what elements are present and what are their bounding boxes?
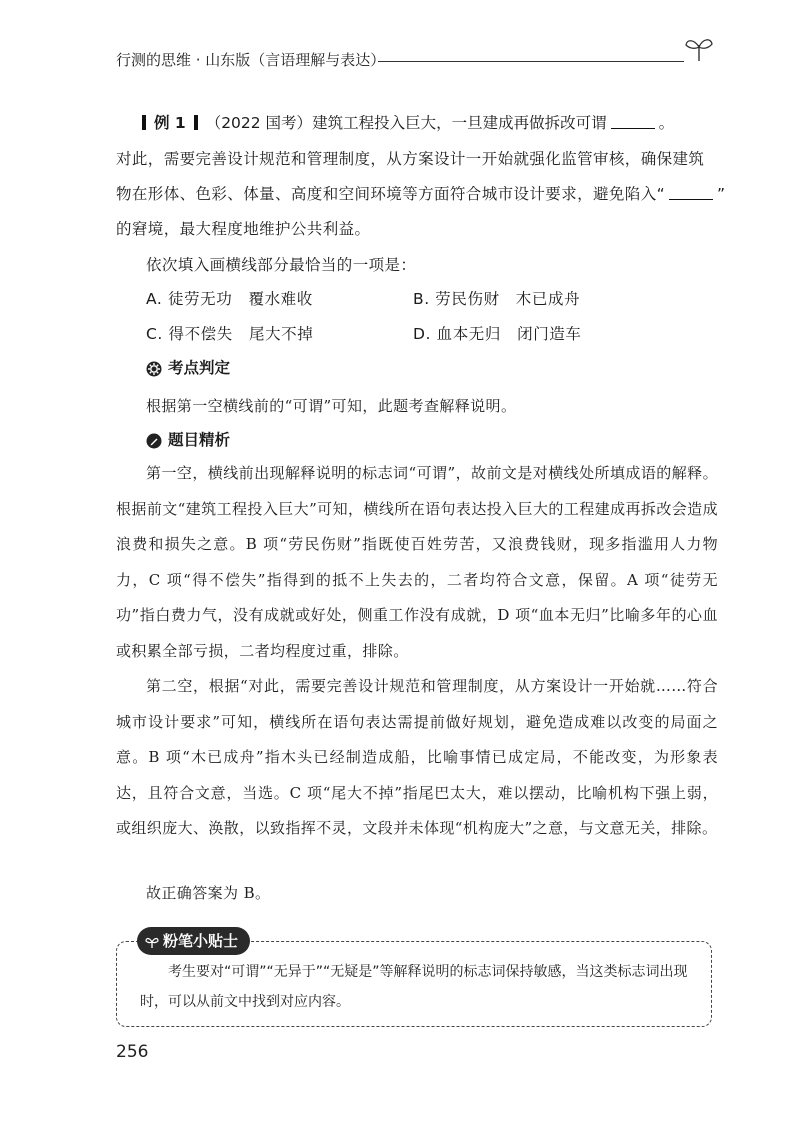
example-stem-line-3: [116, 177, 726, 213]
question-prompt: 依次填入画横线部分最恰当的一项是：: [146, 256, 417, 274]
page-number: 256: [116, 1042, 149, 1062]
point-text: 根据第一空横线前的“可谓”可知，此题考查解释说明。: [146, 397, 517, 415]
section-point-heading: [146, 356, 230, 380]
example-stem-line-3-end: ”: [717, 185, 726, 203]
header-rule: [378, 61, 684, 62]
example-stem-end: 。: [658, 114, 675, 132]
option-a: A. 徒劳无功 覆水难收: [146, 290, 313, 308]
example-label: 例 1: [154, 114, 186, 132]
answer-blank-1: [611, 114, 655, 129]
tip-text: 考生要对“可谓”“无异于”“无疑是”等解释说明的标志词保持敏感，当这类标志词出现时，可以从前文中找到对应内容。: [140, 964, 688, 1010]
example-stem-line-2: 对此，需要完善设计规范和管理制度，从方案设计一开始就强化监管审核，确保建筑: [116, 150, 705, 168]
sprout-icon: [684, 35, 714, 63]
gear-icon: [146, 361, 162, 377]
section-point-title: 考点判定: [168, 359, 231, 377]
tip-label-text: 粉笔小贴士: [163, 932, 239, 950]
section-analysis-heading: [146, 428, 230, 452]
section-analysis-title: 题目精析: [168, 431, 231, 449]
label-bar-left: [142, 115, 146, 130]
option-c: C. 得不偿失 尾大不掉: [146, 325, 314, 343]
example-source: （2022 国考）: [205, 114, 313, 132]
example-stem-line-4: 的窘境，最大程度地维护公共利益。: [116, 220, 371, 238]
label-bar-right: [194, 115, 198, 130]
example-stem-line-1: [116, 106, 718, 142]
sprout-small-icon: [145, 935, 159, 949]
running-header: [116, 49, 716, 73]
example-stem-line-3-text: 物在形体、色彩、体量、高度和空间环境等方面符合城市设计要求，避免陷入“: [116, 185, 666, 203]
header-title: 行测的思维 · 山东版（言语理解与表达）: [116, 51, 386, 69]
tip-label: [137, 927, 250, 955]
analysis-paragraph-1: 第一空，横线前出现解释说明的标志词“可谓”，故前文是对横线处所填成语的解释。根据前文“建筑工程投入巨大”可知，横线所在语句表达投入巨大的工程建成再拆改会造成浪费和损失之意。B 项“劳民伤财”指既使百姓劳苦，又浪费钱财，现多指滥用人力物力，C 项“得不偿失”指得到的抵不上失去的，二者均符合文意，保留。A 项“徒劳无功”指白费力气，没有成就或好处，侧重工作没有成就，D 项“血本无归”比喻多年的心血或积累全部亏损，二者均程度过重，排除。: [116, 464, 718, 660]
answer-statement: 故正确答案为 B。: [146, 884, 271, 902]
pen-icon: [146, 433, 162, 449]
example-stem-first: 建筑工程投入巨大，一旦建成再做拆改可谓: [312, 114, 607, 132]
analysis-paragraph-2: 第二空，根据“对此，需要完善设计规范和管理制度，从方案设计一开始就……符合城市设计要求”可知，横线所在语句表达需提前做好规划，避免造成难以改变的局面之意。B 项“木已成舟”指木头已经制造成船，比喻事情已成定局，不能改变，为形象表达，且符合文意，当选。C 项“尾大不掉”指尾巴太大，难以摆动，比喻机构下强上弱，或组织庞大、涣散，以致指挥不灵，文段并未体现“机构庞大”之意，与文意无关，排除。: [116, 677, 718, 837]
option-b: B. 劳民伤财 木已成舟: [413, 290, 581, 308]
answer-blank-2: [669, 185, 713, 200]
option-d: D. 血本无归 闭门造车: [413, 325, 582, 343]
